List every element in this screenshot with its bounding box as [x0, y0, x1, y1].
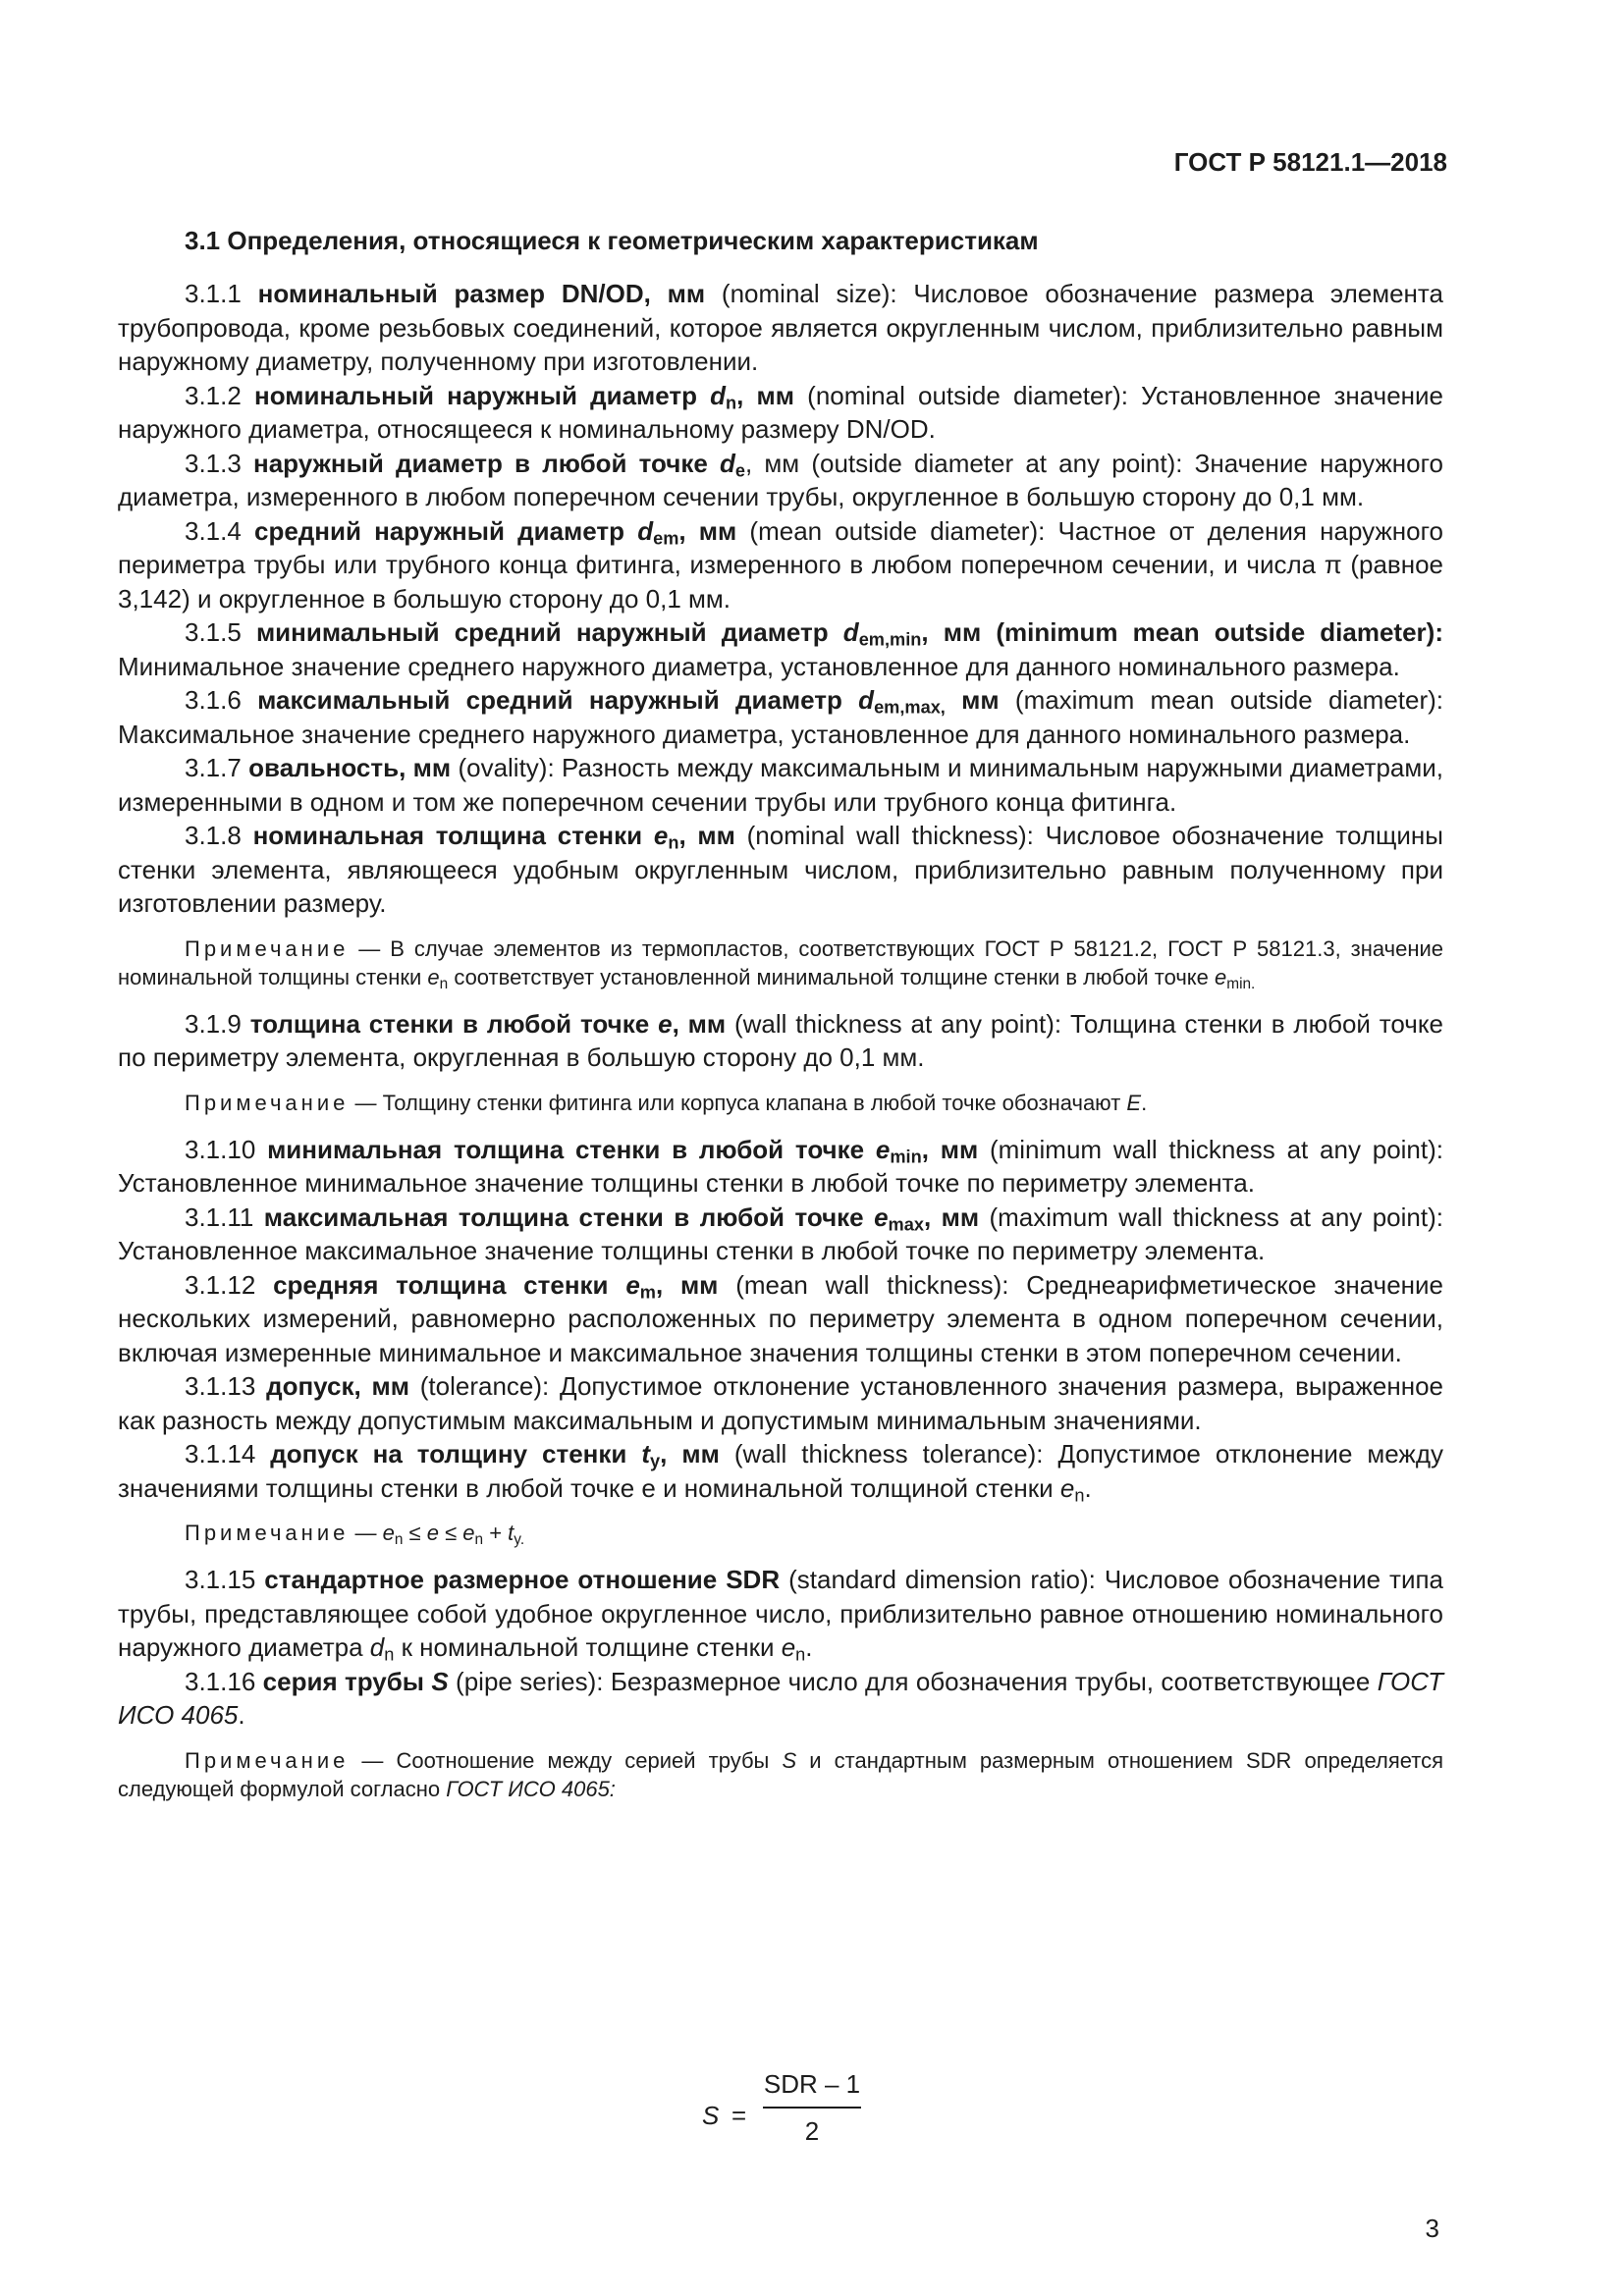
definition-3-1-13: 3.1.13 допуск, мм (tolerance): Допустимое отклонение установленного значения размера, выраженное как разность между допустимым максимальным и допустимым минимальным значениями. [118, 1371, 1443, 1435]
definition-3-1-11: 3.1.11 максимальная толщина стенки в любой точке $e_{max}$, мм (maximum wall thickness at any point): Установленное максимальное значение толщины стенки в любой точке по периметру элемента. [118, 1201, 1443, 1265]
definition-3-1-14: 3.1.14 допуск на толщину стенки $t_y$, мм (wall thickness tolerance): Допустимое отклонение между значениями толщины стенки в любой точке е и номинальной толщиной стенки $e_n$. [118, 1439, 1443, 1506]
definition-3-1-15: 3.1.15 стандартное размерное отношение SDR (standard dimension ratio): Числовое обозначение типа трубы, представляющее собой удобное округленное число, приблизительно равное отношению номинального наружного диаметра $d_n$ к номинальной толщине стенки $e_n$. [118, 1565, 1444, 1665]
formula-denominator: 2 [804, 2116, 820, 2146]
definition-3-1-10: 3.1.10 минимальная толщина стенки в любой точке $e_{min}$, мм (minimum wall thickness at any point): Установленное минимальное значение толщины стенки в любой точке по периметру элемента. [118, 1134, 1443, 1198]
note-4: Примечание — Соотношение между серией трубы S и стандартным размерным отношением SDR определяется следующей формулой согласно ГОСТ ИСО 4065: [118, 1747, 1444, 1801]
definition-3-1-5: 3.1.5 минимальный средний наружный диаметр $d_{em,min}$, мм (minimum mean outside diameter): Минимальное значение среднего наружного диаметра, установленное для данного номинального размера. [118, 617, 1443, 681]
definition-3-1-2: 3.1.2 номинальный наружный диаметр $d_n$, мм (nominal outside diameter): Установленное значение наружного диаметра, относящееся к номинальному размеру DN/OD. [118, 380, 1443, 444]
definition-3-1-6: 3.1.6 максимальный средний наружный диаметр $d_{em,max,}$ мм (maximum mean outside diameter): Максимальное значение среднего наружного диаметра, установленное для данного номинального размера. [118, 685, 1444, 749]
section-title: 3.1 Определения, относящиеся к геометрическим характеристикам [185, 226, 1039, 255]
definition-3-1-1: 3.1.1 номинальный размер DN/OD, мм (nominal size): Числовое обозначение размера элемента трубопровода, кроме резьбовых соединений, которое является округленным числом, приблизительно равным наружному диаметру, полученному при изготовлении. [118, 279, 1443, 376]
definition-3-1-9: 3.1.9 толщина стенки в любой точке e, мм (wall thickness at any point): Толщина стенки в любой точке по периметру элемента, округленная в большую сторону до 0,1 мм. [118, 1008, 1443, 1072]
definition-3-1-16: 3.1.16 серия трубы S (pipe series): Безразмерное число для обозначения трубы, соответствующее ГОСТ ИСО 4065. [118, 1666, 1444, 1730]
formula-lhs: S [702, 2101, 720, 2130]
definition-3-1-4: 3.1.4 средний наружный диаметр $d_{em}$, мм (mean outside diameter): Частное от деления наружного периметра трубы или трубного конца фитинга, измеренного в любом поперечном сечении, и числа π (равное 3,142) и округленное в большую сторону до 0,1 мм. [118, 515, 1443, 614]
definition-3-1-7: 3.1.7 овальность, мм (ovality): Разность между максимальным и минимальным наружными диаметрами, измеренными в одном и том же поперечном сечении трубы или трубного конца фитинга. [118, 753, 1443, 817]
note-3: Примечание — $e_n \le e \le e_n + t_{y.}$ [185, 1521, 525, 1548]
definition-3-1-12: 3.1.12 средняя толщина стенки $e_m$, мм (mean wall thickness): Среднеарифметическое значение нескольких измерений, равномерно расположенных по периметру элемента в одном поперечном сечении, включая измеренные минимальное и максимальное значения толщины стенки в этом поперечном сечении. [118, 1269, 1443, 1367]
pipe-series-formula [702, 2069, 879, 2167]
note-2: Примечание — Толщину стенки фитинга или корпуса клапана в любой точке обозначают E. [185, 1090, 1148, 1115]
formula-numerator: SDR – 1 [763, 2069, 861, 2099]
definition-3-1-3: 3.1.3 наружный диаметр в любой точке $d_e$, мм (outside diameter at any point): Значение наружного диаметра, измеренного в любом поперечном сечении трубы, округленное в большую сторону до 0,1 мм. [118, 448, 1443, 511]
definitions-body [118, 277, 1443, 1819]
definition-3-1-8: 3.1.8 номинальная толщина стенки $e_n$, мм (nominal wall thickness): Числовое обозначение толщины стенки элемента, являющееся удобным округленным числом, приблизительно равным полученному при изготовлении размеру. [118, 821, 1443, 918]
page-number: 3 [1425, 2214, 1439, 2243]
document-code: ГОСТ Р 58121.1—2018 [1173, 147, 1447, 177]
formula-equals: = [731, 2101, 747, 2130]
note-1: Примечание — В случае элементов из термопластов, соответствующих ГОСТ Р 58121.2, ГОСТ Р 58121.3, значение номинальной толщины стенки $e_n$ соответствует установленной минимальной толщине стенки в любой точке $e_{min.}$ [118, 935, 1443, 992]
formula-fraction-bar [763, 2107, 861, 2109]
